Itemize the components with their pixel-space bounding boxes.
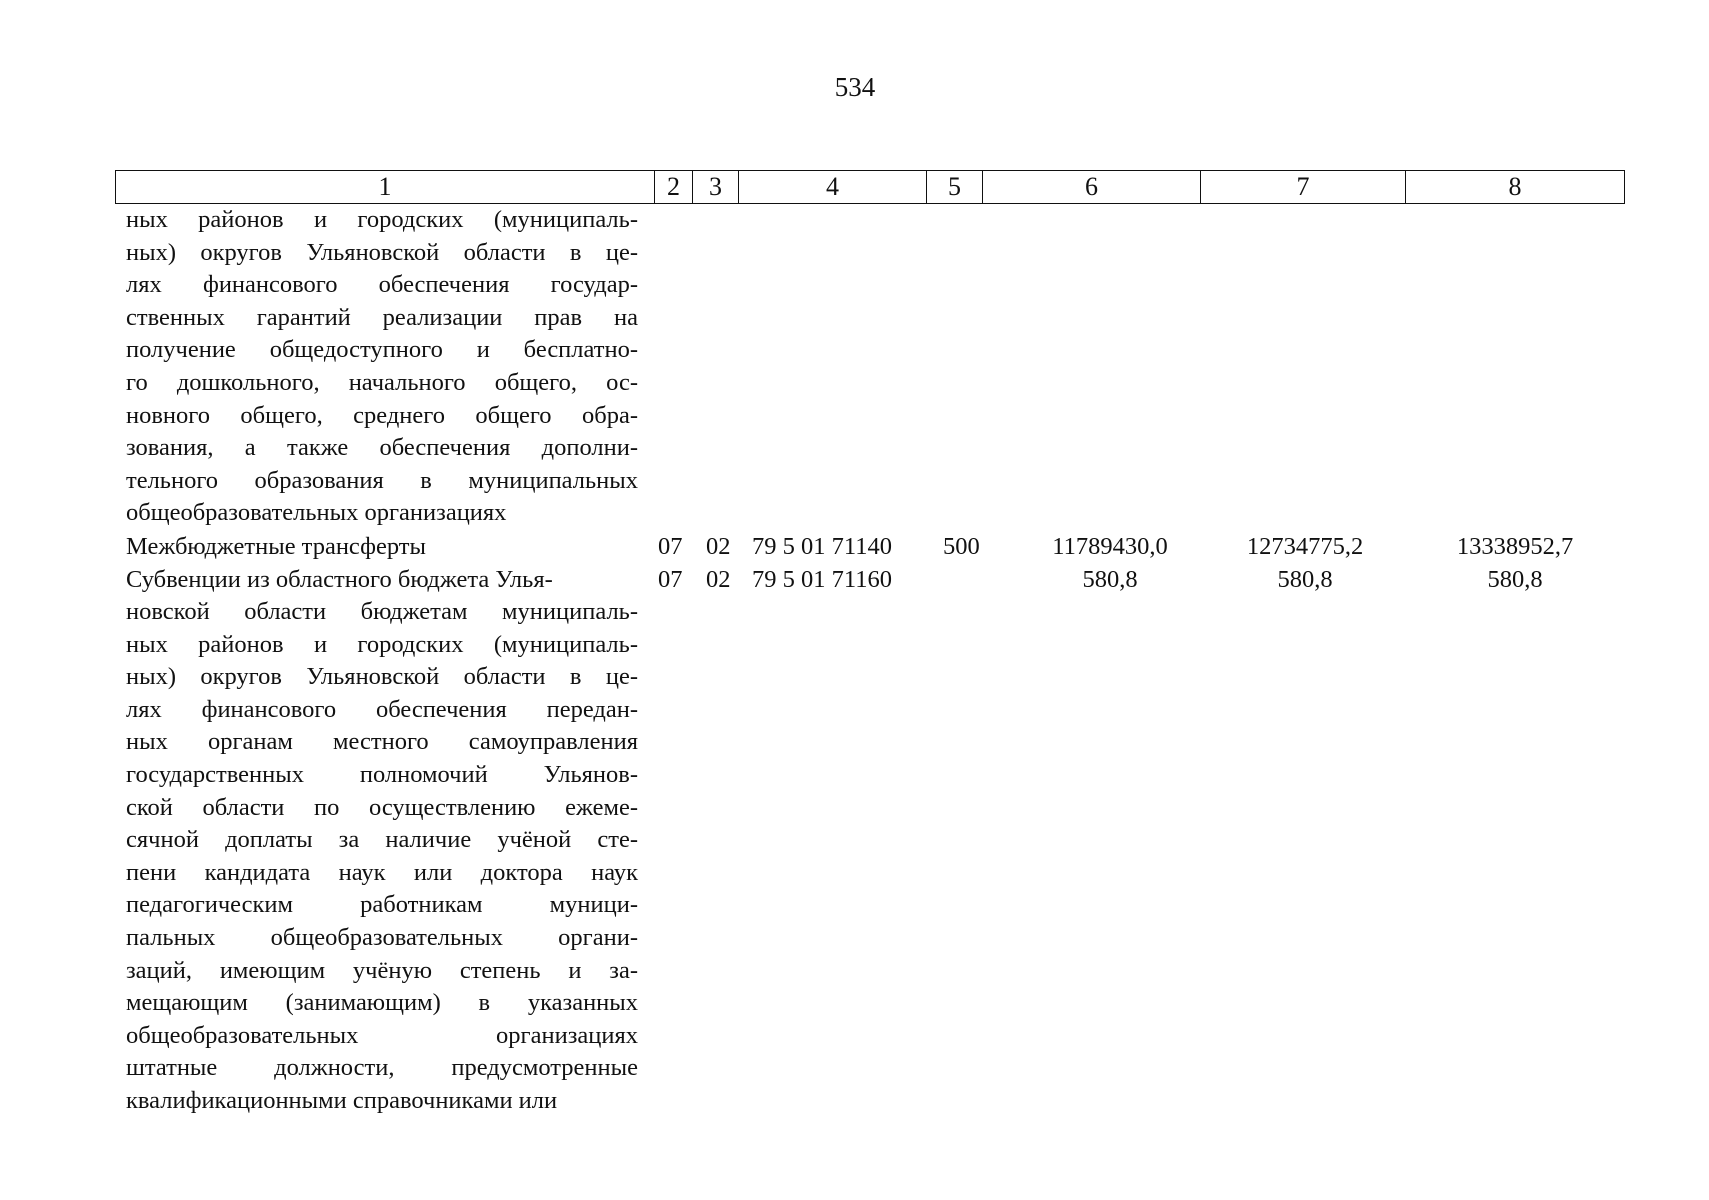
cell-target-article: 79 5 01 71140 [752,533,892,560]
text-line: тельного образования в муниципальных [126,466,638,494]
header-cell-2: 2 [655,171,693,203]
text-line: ных) округов Ульяновской области в це- [126,238,638,266]
cell-amount-6: 11789430,0 [1052,533,1168,560]
header-cell-1: 1 [116,171,655,203]
text-line: лях финансового обеспечения передан- [126,695,638,723]
table-header-row [115,170,1625,204]
text-line: ных) округов Ульяновской области в це- [126,663,638,691]
text-line: лях финансового обеспечения государ- [126,271,638,299]
header-cell-4: 4 [739,171,927,203]
header-cell-7: 7 [1201,171,1406,203]
page-number: 534 [834,72,876,102]
cell-expense-type: 500 [943,533,980,560]
header-cell-6: 6 [983,171,1201,203]
text-line: ных органам местного самоуправления [126,728,638,756]
header-cell-8: 8 [1508,172,1522,201]
text-line: государственных полномочий Ульянов- [126,760,638,788]
table-row [0,530,1709,563]
cell-amount-7: 12734775,2 [1246,533,1364,560]
cell-amount-8: 580,8 [1487,566,1543,593]
top-description-text [126,204,638,530]
text-line: общеобразовательных организациях [126,1021,638,1049]
text-line: заций, имеющим учёную степень и за- [126,956,638,984]
table-row [0,563,1709,596]
text-line: го дошкольного, начального общего, ос- [126,368,638,396]
row-label: Субвенции из областного бюджета Улья- [126,566,553,593]
cell-section: 07 [658,533,683,560]
text-line: зования, а также обеспечения дополни- [126,434,638,462]
text-line: новской области бюджетам муниципаль- [126,598,638,625]
row-label: Межбюджетные трансферты [126,533,426,560]
text-line: педагогическим работникам муници- [126,891,638,919]
text-line: новного общего, среднего общего обра- [126,401,638,429]
cell-amount-7: 580,8 [1277,566,1333,593]
cell-section: 07 [658,566,683,593]
text-line: ных районов и городских (муниципаль- [126,630,638,658]
text-line: пальных общеобразовательных органи- [126,923,638,951]
text-line: квалификационными справочниками или [126,1086,558,1114]
text-line: пени кандидата наук или доктора наук [126,858,638,886]
text-line: получение общедоступного и бесплатно- [126,336,638,364]
text-line: ных районов и городских (муниципаль- [126,206,638,233]
text-line: общеобразовательных организациях [126,499,507,527]
cell-subsection: 02 [706,566,731,593]
cell-amount-6: 580,8 [1082,566,1138,593]
bottom-description-text [126,596,638,1118]
cell-target-article: 79 5 01 71160 [752,566,892,593]
cell-subsection: 02 [706,533,731,560]
cell-amount-8: 13338952,7 [1456,533,1574,560]
header-cell-5: 5 [927,171,983,203]
text-line: ственных гарантий реализации прав на [126,303,638,331]
text-line: мещающим (занимающим) в указанных [126,989,638,1017]
text-line: ской области по осуществлению ежеме- [126,793,638,821]
text-line: штатные должности, предусмотренные [126,1054,638,1082]
header-cell-3: 3 [693,171,739,203]
text-line: сячной доплаты за наличие учёной сте- [126,826,638,854]
